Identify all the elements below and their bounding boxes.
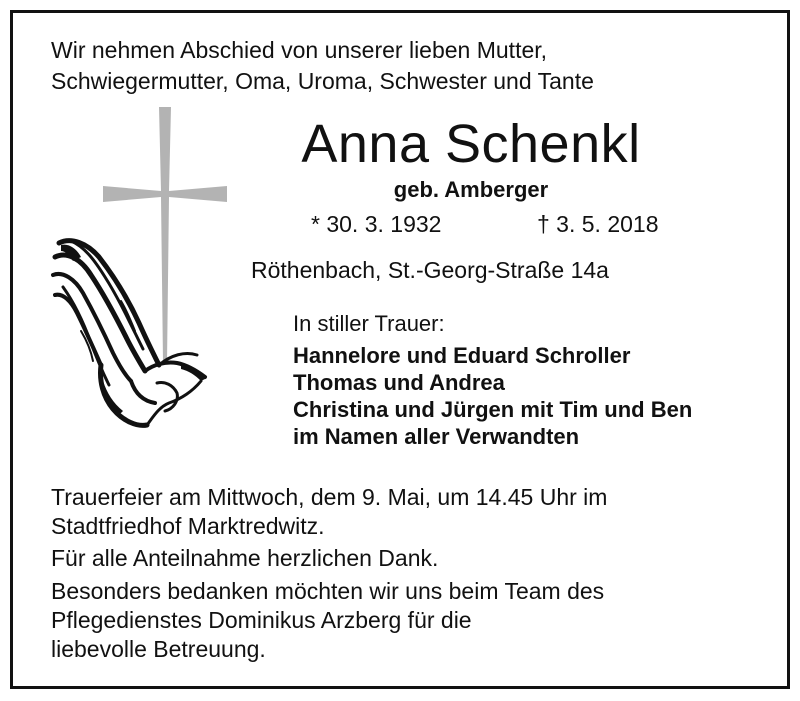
special-thanks <box>51 577 604 664</box>
intro-line: Wir nehmen Abschied von unserer lieben Mutter, <box>51 37 548 63</box>
intro-text <box>51 35 594 97</box>
thanks-text: Für alle Anteilnahme herzlichen Dank. <box>51 545 439 571</box>
special-thanks-line: liebevolle Betreuung. <box>51 636 266 662</box>
mourner-list <box>293 342 692 450</box>
intro-line: Schwiegermutter, Oma, Uroma, Schwester und Tante <box>51 68 594 94</box>
special-thanks-line: Besonders bedanken möchten wir uns beim Team des <box>51 578 605 604</box>
mourner-name: Christina und Jürgen mit Tim und Ben <box>293 397 693 422</box>
deceased-name: Anna Schenkl <box>301 114 641 174</box>
special-thanks-line: Pflegedienstes Dominikus Arzberg für die <box>51 607 472 633</box>
mourner-name: Thomas und Andrea <box>293 370 505 395</box>
praying-hands-icon <box>41 231 211 441</box>
mourner-name: im Namen aller Verwandten <box>293 424 580 449</box>
funeral-line: Stadtfriedhof Marktredwitz. <box>51 513 325 539</box>
mourning-heading: In stiller Trauer: <box>293 311 445 336</box>
obituary-notice <box>10 10 790 689</box>
funeral-line: Trauerfeier am Mittwoch, dem 9. Mai, um 14.45 Uhr im <box>51 484 608 510</box>
address: Röthenbach, St.-Georg-Straße 14a <box>251 257 609 283</box>
funeral-info <box>51 483 607 541</box>
maiden-name: geb. Amberger <box>393 177 549 202</box>
mourner-name: Hannelore und Eduard Schroller <box>293 343 631 368</box>
birth-date: * 30. 3. 1932 <box>311 211 442 237</box>
death-date: † 3. 5. 2018 <box>537 211 659 237</box>
